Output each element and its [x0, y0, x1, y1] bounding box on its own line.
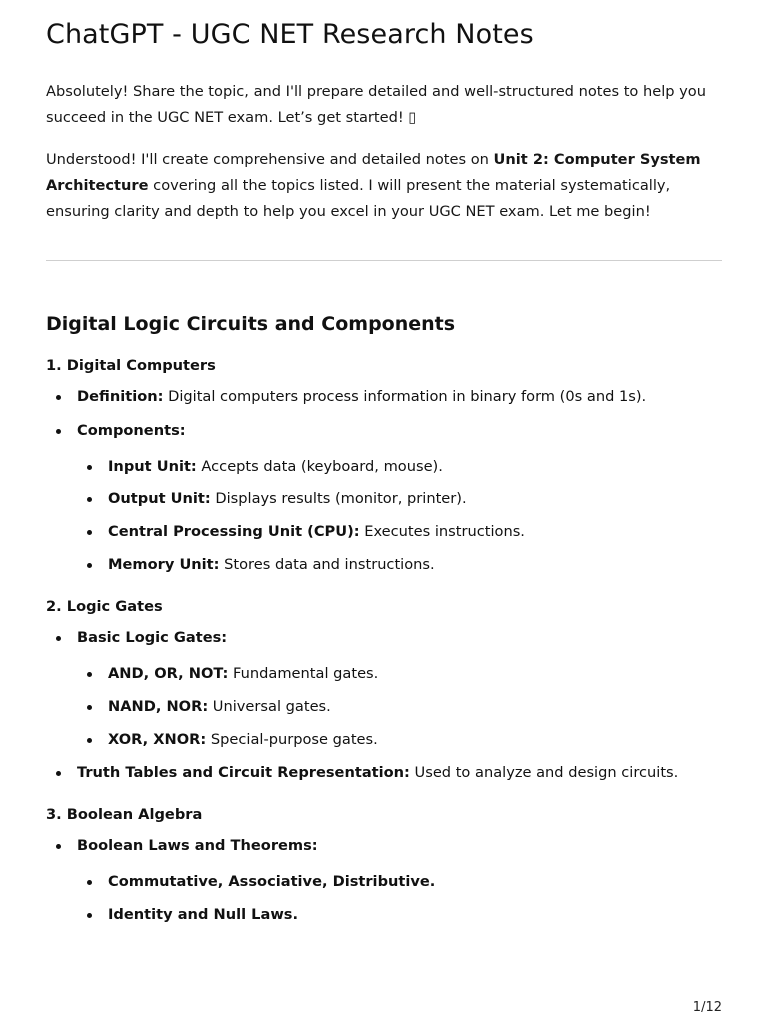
bullet-icon — [56, 429, 61, 434]
bullet-icon — [56, 395, 61, 400]
list-item — [108, 905, 298, 925]
list-item-text: Fundamental gates. — [228, 665, 379, 682]
understood-text-post: covering all the topics listed. I will present the material systematically, ensuring clarity and depth to help you excel in your UGC NET exam. Let me begin! — [46, 177, 671, 220]
list-item — [108, 522, 525, 542]
list-item-label: Output Unit: — [108, 490, 211, 507]
bullet-icon — [87, 563, 92, 568]
list-item — [108, 489, 467, 509]
list-item-label: Components: — [77, 422, 186, 439]
bullet-icon — [56, 636, 61, 641]
list-item-label: Commutative, Associative, Distributive. — [108, 873, 436, 890]
list-item — [108, 457, 443, 477]
list-item-label: Identity and Null Laws. — [108, 906, 299, 923]
bullet-icon — [87, 530, 92, 535]
list-item-label: XOR, XNOR: — [108, 731, 207, 748]
list-item — [108, 697, 331, 717]
list-item-label: NAND, NOR: — [108, 698, 209, 715]
list-item-text: Used to analyze and design circuits. — [409, 764, 679, 781]
subsection-heading: 3. Boolean Algebra — [46, 806, 203, 823]
list-item-text: Displays results (monitor, printer). — [210, 490, 467, 507]
section-title: Digital Logic Circuits and Components — [46, 313, 456, 335]
understood-text-bold: Unit 2: Computer System Architecture — [46, 151, 701, 194]
list-item-text: Accepts data (keyboard, mouse). — [196, 458, 443, 475]
bullet-icon — [87, 672, 92, 677]
list-item-label: Definition: — [77, 388, 164, 405]
bullet-icon — [87, 738, 92, 743]
list-item-label: Truth Tables and Circuit Representation: — [77, 764, 410, 781]
intro-paragraph: Absolutely! Share the topic, and I'll prepare detailed and well-structured notes to help you succeed in the UGC NET exam. Let’s get started! ▯ — [46, 83, 706, 126]
list-item — [108, 872, 435, 892]
list-item — [77, 836, 318, 856]
list-item-label: Central Processing Unit (CPU): — [108, 523, 360, 540]
list-item-label: AND, OR, NOT: — [108, 665, 229, 682]
list-item-label: Memory Unit: — [108, 556, 220, 573]
page-number: 1/12 — [692, 1000, 722, 1015]
list-item — [108, 730, 378, 750]
list-item — [77, 628, 227, 648]
list-item-label: Input Unit: — [108, 458, 197, 475]
list-item-text: Universal gates. — [208, 698, 331, 715]
list-item — [108, 664, 378, 684]
list-item-text: Stores data and instructions. — [219, 556, 435, 573]
list-item-label: Basic Logic Gates: — [77, 629, 228, 646]
list-item — [77, 421, 186, 441]
list-item-text: Digital computers process information in binary form (0s and 1s). — [163, 388, 647, 405]
bullet-icon — [87, 705, 92, 710]
list-item — [108, 555, 435, 575]
bullet-icon — [87, 497, 92, 502]
list-item-text: Executes instructions. — [359, 523, 525, 540]
list-item — [77, 763, 678, 783]
list-item-label: Boolean Laws and Theorems: — [77, 837, 318, 854]
bullet-icon — [56, 844, 61, 849]
understood-text-pre: Understood! I'll create comprehensive and detailed notes on — [46, 151, 494, 168]
bullet-icon — [56, 771, 61, 776]
understood-paragraph — [46, 147, 722, 225]
page-title: ChatGPT - UGC NET Research Notes — [46, 19, 534, 50]
list-item-text: Special-purpose gates. — [206, 731, 378, 748]
bullet-icon — [87, 913, 92, 918]
bullet-icon — [87, 465, 92, 470]
list-item — [77, 387, 646, 407]
subsection-heading: 2. Logic Gates — [46, 598, 163, 615]
bullet-icon — [87, 880, 92, 885]
subsection-heading: 1. Digital Computers — [46, 357, 216, 374]
section-divider — [46, 260, 722, 261]
